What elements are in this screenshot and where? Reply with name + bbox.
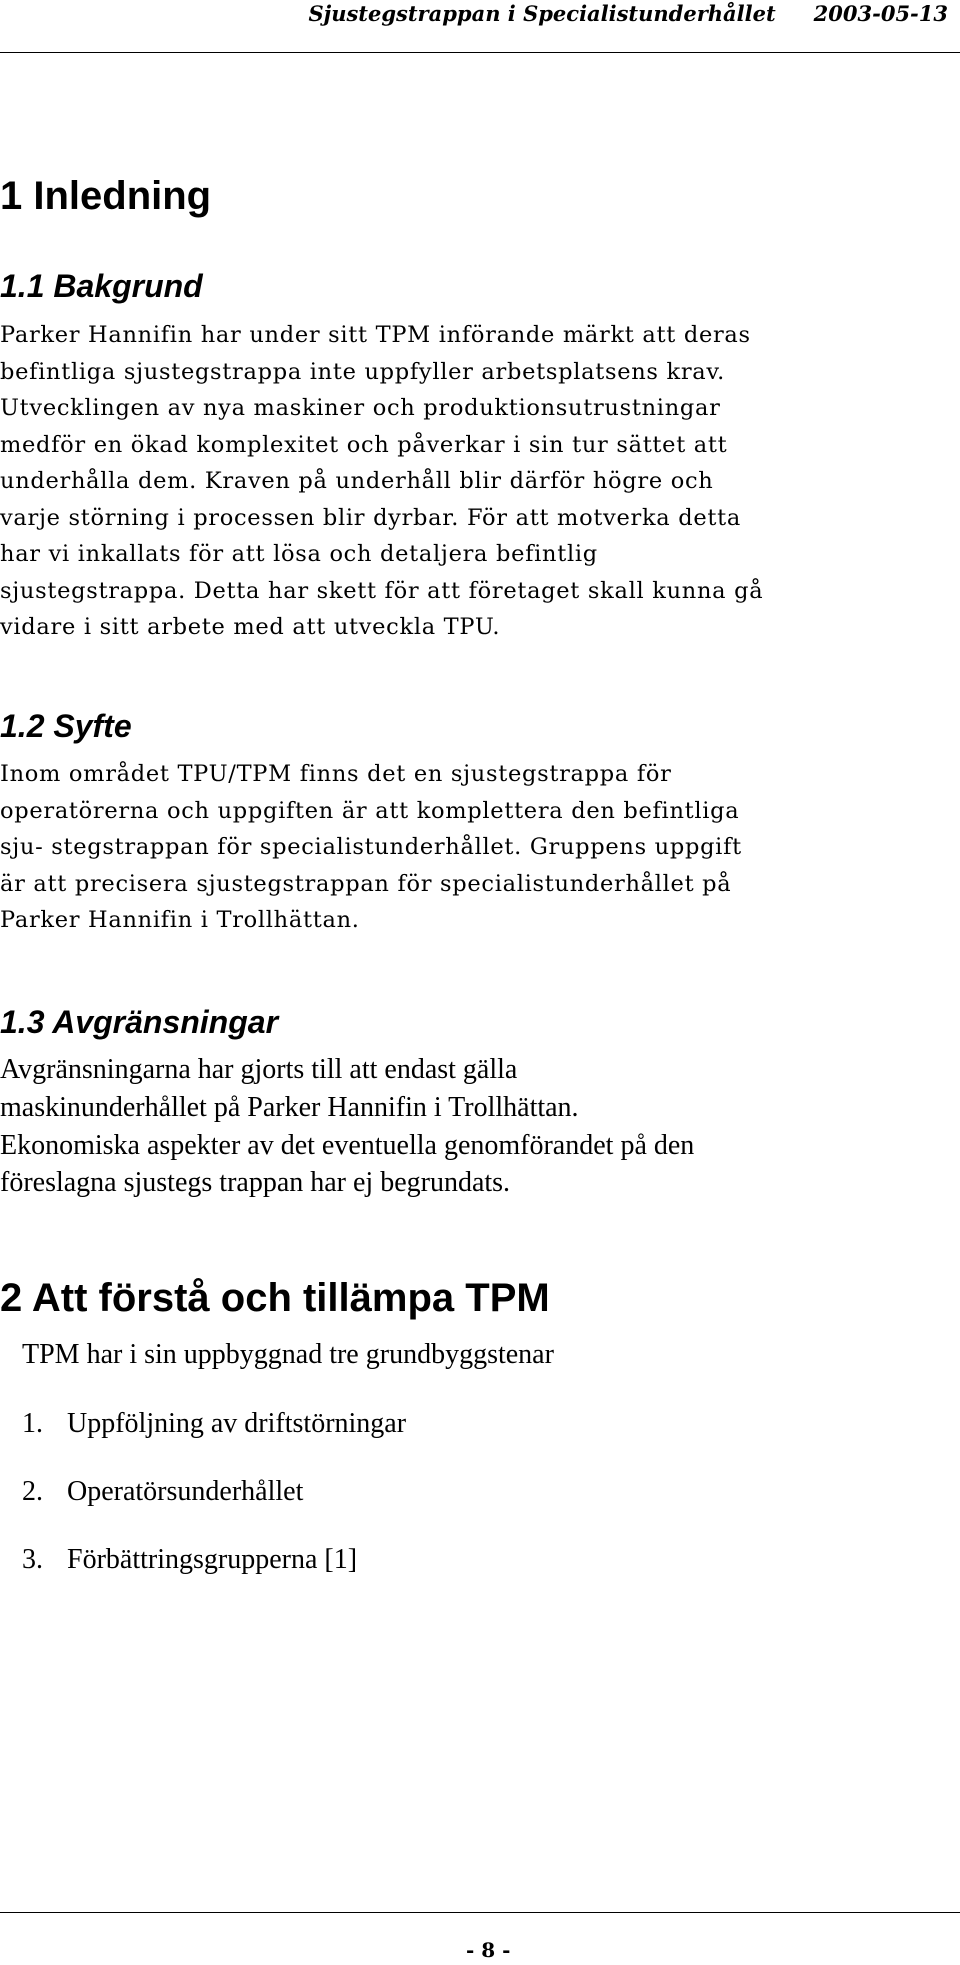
list-item-number: 1.: [22, 1408, 43, 1439]
header-title: Sjustegstrappan i Specialistunderhållet: [308, 0, 776, 26]
paragraph-line: sju- stegstrappan för specialistunderhållet. Gruppens uppgift: [0, 834, 742, 860]
running-header: [0, 0, 948, 26]
paragraph-line: medför en ökad komplexitet och påverkar i sin tur sättet att: [0, 431, 728, 458]
section-1-2-paragraph: [0, 756, 960, 939]
paragraph-line: befintliga sjustegstrappa inte uppfyller arbetsplatsens krav.: [0, 358, 726, 385]
paragraph-line: Avgränsningarna har gjorts till att endast gälla: [0, 1054, 518, 1085]
paragraph-line: sjustegstrappa. Detta har skett för att företaget skall kunna gå: [0, 577, 764, 604]
paragraph-line: Parker Hannifin i Trollhättan.: [0, 907, 360, 933]
chapter-2-intro: TPM har i sin uppbyggnad tre grundbyggstenar: [22, 1339, 554, 1370]
paragraph-line: är att precisera sjustegstrappan för specialistunderhållet på: [0, 870, 732, 897]
paragraph-line: varje störning i processen blir dyrbar. För att motverka detta: [0, 504, 741, 531]
paragraph-line: Ekonomiska aspekter av det eventuella genomförandet på den: [0, 1129, 695, 1161]
header-date: 2003-05-13: [813, 0, 948, 26]
paragraph-line: Inom området TPU/TPM finns det en sjustegstrappa för: [0, 761, 672, 787]
section-1-3-paragraph: [0, 1051, 960, 1202]
list-item: [22, 1407, 406, 1441]
section-1-1-heading: 1.1 Bakgrund: [0, 268, 203, 304]
header-divider: [0, 52, 960, 53]
section-1-1-paragraph: [0, 317, 960, 646]
list-item-number: 3.: [22, 1544, 43, 1575]
paragraph-line: operatörerna och uppgiften är att komplettera den befintliga: [0, 797, 740, 824]
paragraph-line: har vi inkallats för att lösa och detaljera befintlig: [0, 541, 598, 567]
list-item: [22, 1475, 303, 1509]
chapter-1-heading: 1 Inledning: [0, 174, 212, 218]
list-item-text: Operatörsunderhållet: [67, 1476, 304, 1507]
paragraph-line: Utvecklingen av nya maskiner och produktionsutrustningar: [0, 395, 721, 421]
list-item-number: 2.: [22, 1476, 43, 1507]
paragraph-line: vidare i sitt arbete med att utveckla TPU.: [0, 614, 501, 640]
chapter-2-heading: 2 Att förstå och tillämpa TPM: [0, 1276, 550, 1320]
section-1-2-heading: 1.2 Syfte: [0, 708, 132, 744]
paragraph-line: föreslagna sjustegs trappan har ej begrundats.: [0, 1167, 511, 1199]
list-item: [22, 1543, 357, 1577]
list-item-text: Förbättringsgrupperna [1]: [67, 1544, 358, 1575]
section-1-3-heading: 1.3 Avgränsningar: [0, 1004, 279, 1040]
footer-divider: [0, 1912, 960, 1913]
page-number: - 8 -: [466, 1938, 511, 1962]
paragraph-line: underhålla dem. Kraven på underhåll blir därför högre och: [0, 468, 714, 494]
paragraph-line: Parker Hannifin har under sitt TPM införande märkt att deras: [0, 322, 751, 348]
paragraph-line: maskinunderhållet på Parker Hannifin i Trollhättan.: [0, 1091, 579, 1123]
list-item-text: Uppföljning av driftstörningar: [67, 1408, 407, 1439]
